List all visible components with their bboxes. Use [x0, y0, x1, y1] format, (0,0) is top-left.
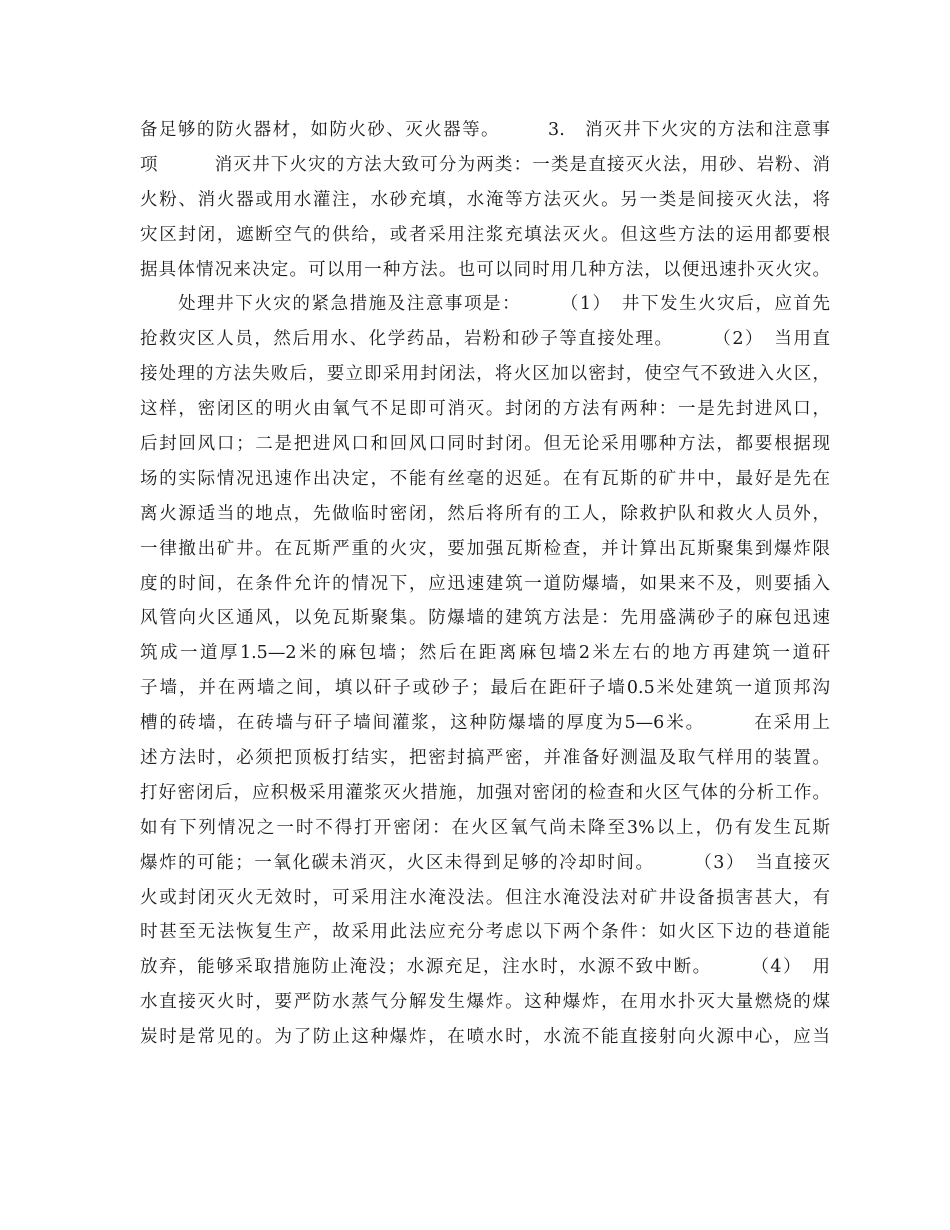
text-line: 处理井下火灾的紧急措施及注意事项是： （1） 井下发生火灾后，应首先 [140, 294, 830, 315]
text-line: 打好密闭后，应积极采用灌浆灭火措施，加强对密闭的检查和火区气体的分析工作。 [140, 782, 830, 803]
text-line: 灾区封闭，遮断空气的供给，或者采用注浆充填法灭火。但这些方法的运用都要根 [140, 224, 830, 245]
text-line: 一律撤出矿井。在瓦斯严重的火灾，要加强瓦斯检查，并计算出瓦斯聚集到爆炸限 [140, 538, 830, 559]
text-line: 据具体情况来决定。可以用一种方法。也可以同时用几种方法，以便迅速扑灭火灾。 [140, 259, 830, 280]
text-line: 子墙，并在两墙之间，填以矸子或砂子；最后在距矸子墙0.5米处建筑一道顶邦沟 [140, 678, 830, 699]
text-line: 时甚至无法恢复生产，故采用此法应充分考虑以下两个条件：如火区下边的巷道能 [140, 922, 830, 943]
text-line: 场的实际情况迅速作出决定，不能有丝毫的迟延。在有瓦斯的矿井中，最好是先在 [140, 468, 830, 489]
text-line: 火粉、消火器或用水灌注，水砂充填，水淹等方法灭火。另一类是间接灭火法，将 [140, 189, 830, 210]
text-line: 爆炸的可能；一氧化碳未消灭，火区未得到足够的冷却时间。 （3） 当直接灭 [140, 852, 830, 873]
text-line: 离火源适当的地点，先做临时密闭，然后将所有的工人，除救护队和救火人员外， [140, 503, 830, 524]
text-line: 筑成一道厚1.5—2米的麻包墙；然后在距离麻包墙2米左右的地方再建筑一道矸 [140, 643, 830, 664]
text-line: 度的时间，在条件允许的情况下，应迅速建筑一道防爆墙，如果来不及，则要插入 [140, 573, 830, 594]
text-line: 风管向火区通风，以免瓦斯聚集。防爆墙的建筑方法是：先用盛满砂子的麻包迅速 [140, 608, 830, 629]
text-line: 备足够的防火器材，如防火砂、灭火器等。 3. 消灭井下火灾的方法和注意事 [140, 120, 830, 140]
text-line: 抢救灾区人员，然后用水、化学药品，岩粉和砂子等直接处理。 （2） 当用直 [140, 329, 830, 350]
text-line: 接处理的方法失败后，要立即采用封闭法，将火区加以密封，使空气不致进入火区， [140, 364, 830, 385]
text-line: 后封回风口；二是把进风口和回风口同时封闭。但无论采用哪种方法，都要根据现 [140, 434, 830, 455]
text-line: 如有下列情况之一时不得打开密闭：在火区氧气尚未降至3%以上，仍有发生瓦斯 [140, 817, 830, 838]
text-line: 水直接灭火时，要严防水蒸气分解发生爆炸。这种爆炸，在用水扑灭大量燃烧的煤 [140, 992, 830, 1013]
text-line: 放弃，能够采取措施防止淹没；水源充足，注水时，水源不致中断。 （4） 用 [140, 957, 830, 978]
body-text [140, 113, 830, 1055]
text-line: 项 消灭井下火灾的方法大致可分为两类：一类是直接灭火法，用砂、岩粉、消 [140, 154, 830, 175]
text-line: 炭时是常见的。为了防止这种爆炸，在喷水时，水流不能直接射向火源中心，应当 [140, 1027, 830, 1048]
text-line: 火或封闭灭火无效时，可采用注水淹没法。但注水淹没法对矿井设备损害甚大，有 [140, 887, 830, 908]
text-line: 这样，密闭区的明火由氧气不足即可消灭。封闭的方法有两种：一是先封进风口， [140, 399, 830, 420]
text-line: 槽的砖墙，在砖墙与矸子墙间灌浆，这种防爆墙的厚度为5—6米。 在采用上 [140, 713, 830, 734]
text-line: 述方法时，必须把顶板打结实，把密封搞严密，并准备好测温及取气样用的装置。 [140, 748, 830, 769]
